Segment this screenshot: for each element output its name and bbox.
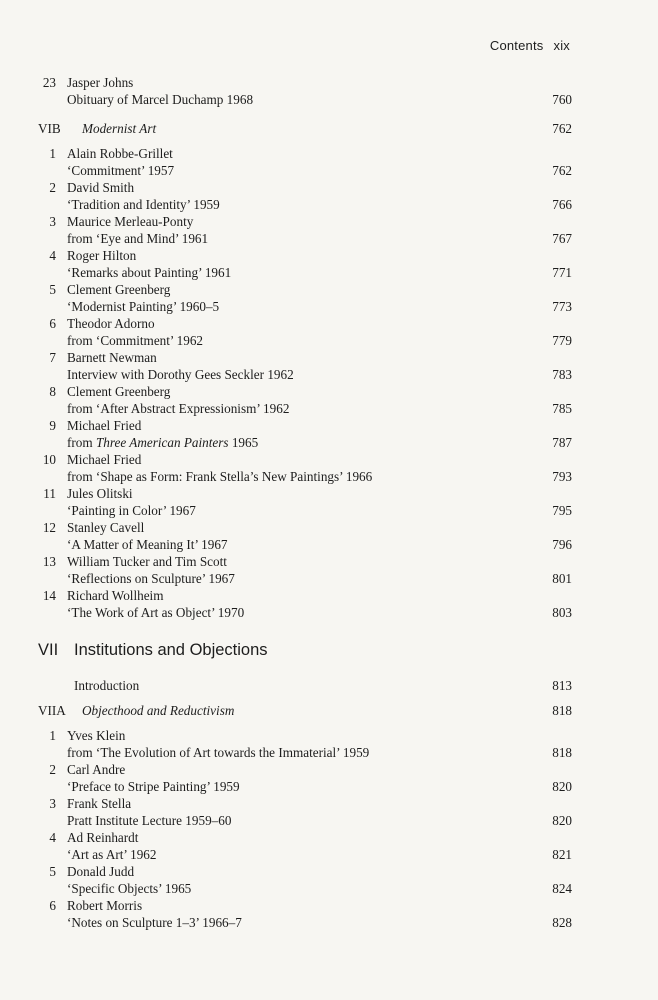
entry-page: 824 — [552, 881, 572, 896]
entry-page: 820 — [552, 813, 572, 828]
entry-page: 787 — [552, 435, 572, 450]
toc-entry — [38, 863, 572, 897]
entry-number: 8 — [49, 384, 56, 399]
entry-page: 793 — [552, 469, 572, 484]
section-page: 762 — [552, 121, 572, 136]
entry-page: 760 — [552, 92, 572, 107]
entry-page: 762 — [552, 163, 572, 178]
entry-author: Ad Reinhardt — [67, 830, 139, 845]
entry-author: Donald Judd — [67, 864, 135, 879]
part-title: Institutions and Objections — [74, 641, 268, 659]
entry-number: 5 — [49, 282, 56, 297]
entry-page: 785 — [552, 401, 572, 416]
entry-title: ‘Reflections on Sculpture’ 1967 — [67, 571, 235, 586]
entry-author: Jasper Johns — [67, 75, 134, 90]
entry-number: 23 — [42, 75, 56, 90]
toc-entry — [38, 145, 572, 179]
toc-entry — [38, 315, 572, 349]
toc-introduction — [38, 677, 572, 694]
toc-entry — [38, 74, 572, 108]
header-page-number: xix — [553, 38, 570, 53]
entry-page: 818 — [552, 745, 572, 760]
entry-title: ‘Notes on Sculpture 1–3’ 1966–7 — [67, 915, 242, 930]
entry-title: ‘Modernist Painting’ 1960–5 — [67, 299, 220, 314]
toc-entry — [38, 485, 572, 519]
entry-author: Barnett Newman — [67, 350, 157, 365]
entry-author: William Tucker and Tim Scott — [67, 554, 227, 569]
entry-number: 3 — [49, 796, 56, 811]
entry-number: 2 — [49, 180, 56, 195]
toc-entry — [38, 247, 572, 281]
entry-title: from ‘Shape as Form: Frank Stella’s New Paintings’ 1966 — [67, 469, 373, 484]
toc-entry — [38, 587, 572, 621]
entry-number: 10 — [42, 452, 56, 467]
toc-entry — [38, 829, 572, 863]
entry-author: Alain Robbe-Grillet — [67, 146, 173, 161]
entry-author: Maurice Merleau-Ponty — [67, 214, 194, 229]
entry-number: 4 — [49, 830, 56, 845]
entry-title: from ‘After Abstract Expressionism’ 1962 — [67, 401, 290, 416]
entry-page: 821 — [552, 847, 572, 862]
toc-entry — [38, 519, 572, 553]
toc-entry — [38, 213, 572, 247]
entry-number: 9 — [49, 418, 56, 433]
section-heading-vib — [38, 120, 572, 137]
section-page: 818 — [552, 703, 572, 718]
entry-author: Robert Morris — [67, 898, 143, 913]
entry-title: from ‘Eye and Mind’ 1961 — [67, 231, 209, 246]
entry-title: ‘Preface to Stripe Painting’ 1959 — [67, 779, 240, 794]
entry-author: Clement Greenberg — [67, 384, 171, 399]
entry-page: 779 — [552, 333, 572, 348]
entry-title: ‘Art as Art’ 1962 — [67, 847, 157, 862]
part-heading-vii — [38, 639, 572, 661]
entry-page: 796 — [552, 537, 572, 552]
entry-title-italic: Three American Painters — [95, 435, 229, 450]
entry-number: 2 — [49, 762, 56, 777]
toc-entry — [38, 727, 572, 761]
entry-author: Theodor Adorno — [67, 316, 155, 331]
toc-entry — [38, 553, 572, 587]
entry-author: Richard Wollheim — [67, 588, 164, 603]
entry-author: Michael Fried — [67, 452, 142, 467]
entry-title: Interview with Dorothy Gees Seckler 1962 — [67, 367, 294, 382]
entry-page: 803 — [552, 605, 572, 620]
entry-page: 820 — [552, 779, 572, 794]
entry-number: 14 — [42, 588, 56, 603]
section-vib-entries — [38, 145, 572, 621]
entry-page: 766 — [552, 197, 572, 212]
toc-entry — [38, 349, 572, 383]
entry-title-suffix: 1965 — [228, 435, 259, 450]
toc-entry — [38, 761, 572, 795]
entry-number: 7 — [49, 350, 56, 365]
entry-title: ‘The Work of Art as Object’ 1970 — [67, 605, 245, 620]
entry-page: 828 — [552, 915, 572, 930]
entry-number: 1 — [49, 146, 56, 161]
section-viia-entries — [38, 727, 572, 931]
toc-entry — [38, 417, 572, 451]
entry-author: Clement Greenberg — [67, 282, 171, 297]
part-number: VII — [38, 641, 59, 659]
running-header — [490, 38, 570, 53]
toc-entry — [38, 795, 572, 829]
entry-page: 801 — [552, 571, 572, 586]
section-title: Modernist Art — [82, 121, 157, 136]
entry-author: Carl Andre — [67, 762, 126, 777]
entry-page: 783 — [552, 367, 572, 382]
entry-title: ‘Commitment’ 1957 — [67, 163, 175, 178]
entry-author: Jules Olitski — [67, 486, 133, 501]
entry-title: Obituary of Marcel Duchamp 1968 — [67, 92, 254, 107]
entry-number: 6 — [49, 898, 56, 913]
header-title: Contents — [489, 38, 544, 53]
entry-number: 3 — [49, 214, 56, 229]
entry-title: ‘Remarks about Painting’ 1961 — [67, 265, 232, 280]
entry-number: 5 — [49, 864, 56, 879]
entry-author: Frank Stella — [67, 796, 132, 811]
toc-entry — [38, 179, 572, 213]
entry-page: 773 — [552, 299, 572, 314]
entry-author: Michael Fried — [67, 418, 142, 433]
entry-title: from ‘Commitment’ 1962 — [67, 333, 204, 348]
entry-title: from ‘The Evolution of Art towards the Immaterial’ 1959 — [67, 745, 370, 760]
entry-author: David Smith — [67, 180, 135, 195]
entry-title: ‘Painting in Color’ 1967 — [67, 503, 196, 518]
entry-author: Stanley Cavell — [67, 520, 145, 535]
section-heading-viia — [38, 702, 572, 719]
entry-title: ‘A Matter of Meaning It’ 1967 — [67, 537, 228, 552]
entry-number: 4 — [49, 248, 56, 263]
entry-title-prefix: from — [67, 435, 96, 450]
section-label: VIIA — [38, 703, 66, 718]
entry-number: 11 — [43, 486, 56, 501]
entry-title — [67, 434, 258, 451]
toc-entry — [38, 281, 572, 315]
entry-title: ‘Tradition and Identity’ 1959 — [67, 197, 220, 212]
entry-title: Pratt Institute Lecture 1959–60 — [67, 813, 232, 828]
toc-entry — [38, 383, 572, 417]
entry-number: 6 — [49, 316, 56, 331]
entry-page: 767 — [552, 231, 572, 246]
entry-number: 13 — [42, 554, 56, 569]
entry-page: 795 — [552, 503, 572, 518]
entry-author: Yves Klein — [67, 728, 126, 743]
section-title: Objecthood and Reductivism — [82, 703, 235, 718]
toc-entry — [38, 897, 572, 931]
introduction-page: 813 — [552, 678, 572, 693]
entry-number: 12 — [42, 520, 56, 535]
introduction-label: Introduction — [74, 678, 140, 693]
contents-list — [38, 74, 572, 931]
entry-page: 771 — [552, 265, 572, 280]
toc-entry — [38, 451, 572, 485]
section-label: VIB — [38, 121, 61, 136]
entry-number: 1 — [49, 728, 56, 743]
entry-title: ‘Specific Objects’ 1965 — [67, 881, 192, 896]
entry-author: Roger Hilton — [67, 248, 137, 263]
